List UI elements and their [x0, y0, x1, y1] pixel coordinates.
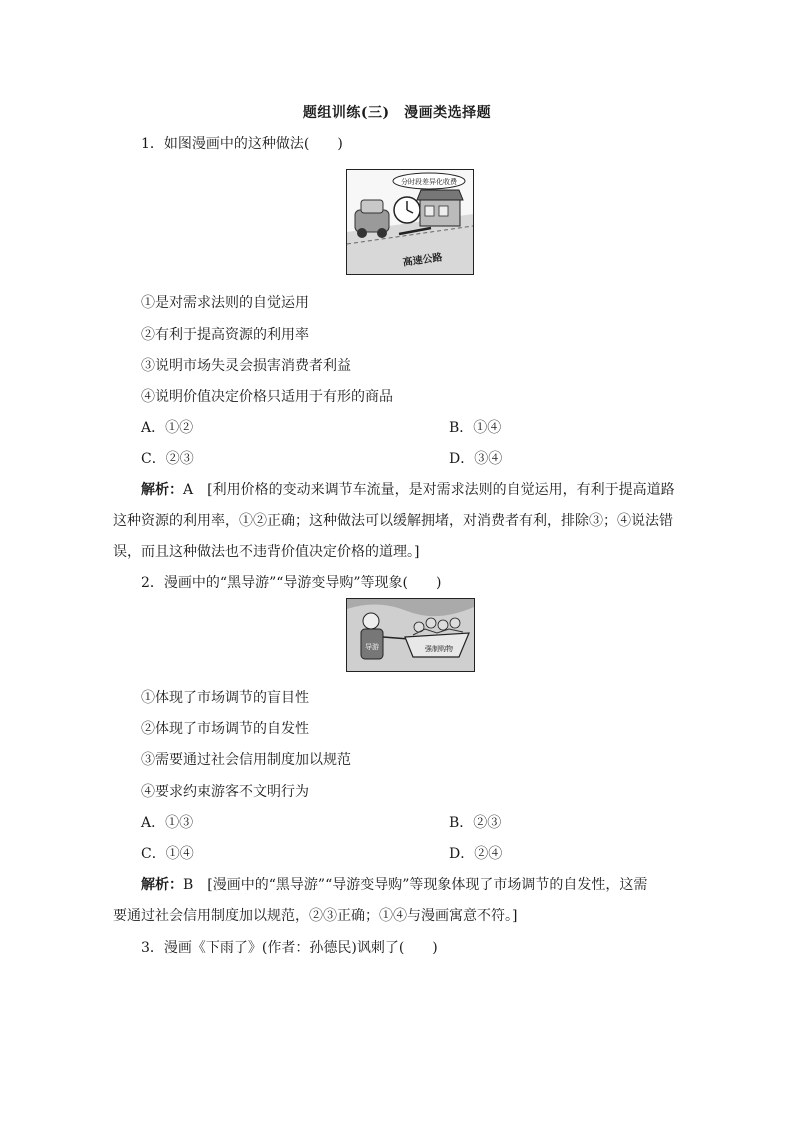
q2-choice-d: D．②④: [449, 846, 503, 862]
q2-analysis-label: 解析：: [141, 877, 183, 893]
q1-statement-1: ①是对需求法则的自觉运用: [141, 295, 309, 311]
q2-answer: B: [183, 877, 194, 893]
q2-statement-3: ③需要通过社会信用制度加以规范: [141, 752, 351, 768]
q1-analysis-text-1: [利用价格的变动来调节车流量，是对需求法则的自觉运用，有利于提高道路: [207, 482, 675, 498]
q1-choice-d: D．③④: [449, 451, 503, 467]
q1-choice-b: B．①④: [449, 420, 502, 436]
q2-choice-b: B．②③: [449, 815, 502, 831]
question-3-stem: 3．漫画《下雨了》(作者：孙德民)讽刺了( ): [141, 940, 438, 956]
q2-choice-a: A．①③: [141, 815, 194, 831]
cartoon-boat-text: 强制购物: [425, 645, 453, 653]
q2-analysis-line-1: [141, 874, 647, 894]
q2-choice-c: C．①④: [141, 846, 194, 862]
cartoon-sign-text: 分时段差异化收费: [401, 178, 457, 186]
question-2-stem: 2．漫画中的“黑导游”“导游变导购”等现象( ): [141, 575, 442, 591]
q1-choice-c: C．②③: [141, 451, 194, 467]
q1-statement-3: ③说明市场失灵会损害消费者利益: [141, 358, 351, 374]
cartoon-road-text: 高速公路: [402, 252, 444, 269]
page-title: 题组训练(三) 漫画类选择题: [302, 105, 492, 121]
q1-analysis-line-3: 误，而且这种做法也不违背价值决定价格的道理。]: [113, 544, 420, 560]
q1-analysis-line-1: [141, 479, 675, 499]
cartoon-guide-text: 导游: [365, 643, 379, 651]
q1-analysis-line-2: 这种资源的利用率，①②正确；这种做法可以缓解拥堵，对消费者有利，排除③；④说法错: [113, 513, 673, 529]
q1-answer: A: [183, 482, 194, 498]
q1-statement-2: ②有利于提高资源的利用率: [141, 327, 309, 343]
q2-statement-4: ④要求约束游客不文明行为: [141, 784, 309, 800]
question-1-stem: 1．如图漫画中的这种做法( ): [141, 136, 343, 152]
q1-choice-a: A．①②: [141, 420, 194, 436]
q2-statement-1: ①体现了市场调节的盲目性: [141, 690, 309, 706]
q1-analysis-label: 解析：: [141, 482, 183, 498]
question-1-cartoon: [346, 169, 474, 275]
question-2-cartoon: [346, 598, 475, 672]
q1-statement-4: ④说明价值决定价格只适用于有形的商品: [141, 389, 393, 405]
q2-analysis-text-1: [漫画中的“黑导游”“导游变导购”等现象体现了市场调节的自发性，这需: [207, 877, 648, 893]
q2-statement-2: ②体现了市场调节的自发性: [141, 721, 309, 737]
q2-analysis-line-2: 要通过社会信用制度加以规范，②③正确；①④与漫画寓意不符。]: [113, 908, 518, 924]
